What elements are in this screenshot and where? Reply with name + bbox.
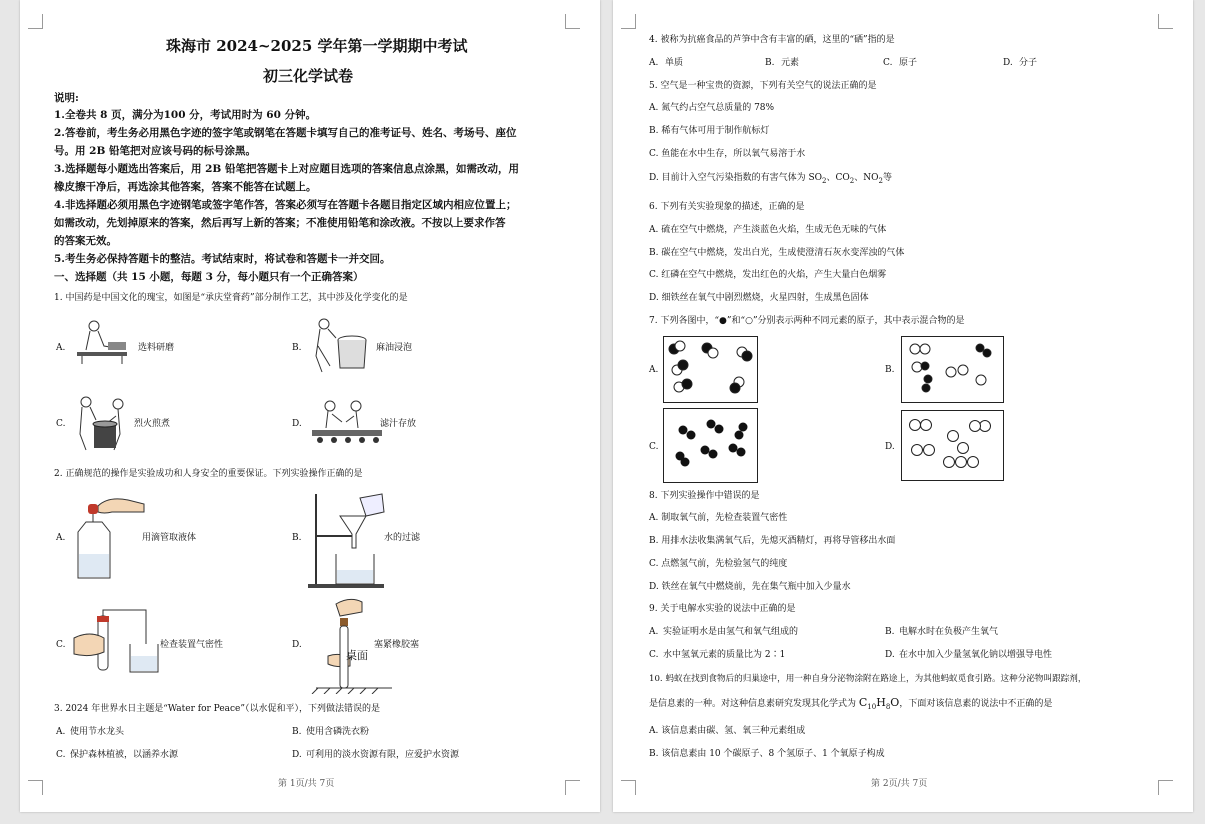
soaking-illustration (306, 316, 372, 376)
crop-mark (28, 780, 43, 795)
instruction-line: 3.选择题每小题选出答案后，用 2B 铅笔把答题卡上对应题目选项的答案信息点涂黑，如需改动，用 (54, 163, 519, 175)
instruction-line: 的答案无效。 (54, 235, 117, 247)
q5-option-d-prefix: D. 目前计入空气污染指数的有害气体为 (649, 173, 809, 183)
question-6-stem: 6. 下列有关实验现象的描述，正确的是 (649, 202, 805, 212)
filtration-illustration (304, 488, 390, 590)
q9-option-b-letter: B. (885, 627, 895, 637)
question-1-stem: 1. 中国药是中国文化的瑰宝，如图是“承庆堂膏药”部分制作工艺，其中涉及化学变化的是 (54, 293, 408, 303)
airtightness-illustration (70, 608, 162, 680)
q3-option-b-text: 使用含磷洗衣粉 (306, 727, 370, 737)
q7-option-c-letter: C. (649, 442, 659, 452)
q8-option-d: D. 铁丝在氧气中燃烧前，先在集气瓶中加入少量水 (649, 582, 851, 592)
particle-diagram-c (663, 408, 759, 484)
q3-option-a-text: 使用节水龙头 (70, 727, 125, 737)
particle-diagram-d (901, 410, 1005, 482)
crop-mark (1158, 14, 1173, 29)
instruction-line: 4.非选择题必须用黑色字迹钢笔或签字笔作答，答案必须写在答题卡各题目指定区域内相应位置上； (54, 199, 517, 211)
exam-title: 珠海市 2024~2025 学年第一学期期中考试 (166, 37, 468, 55)
q10-option-b: B. 该信息素由 10 个碳原子、8 个氢原子、1 个氧原子构成 (649, 749, 885, 759)
q3-option-c-letter: C. (56, 750, 66, 760)
instruction-line: 如需改动，先划掉原来的答案，然后再写上新的答案；不准使用铅笔和涂改液。不按以上要求作答 (54, 217, 506, 229)
q3-option-c-text: 保护森林植被，以涵养水源 (70, 750, 179, 760)
formula-symbol: C (858, 696, 868, 709)
instruction-line: 号。用 2B 铅笔把对应该号码的标号涂黑。 (54, 145, 256, 157)
instruction-line: 橡皮擦干净后，再选涂其他答案，答案不能答在试题上。 (54, 181, 317, 193)
formula-symbol: SO (808, 173, 823, 183)
q2-option-a-text: 用滴管取液体 (142, 533, 197, 543)
instruction-line: 2.答卷前，考生务必用黑色字迹的签字笔或钢笔在答题卡填写自己的准考证号、姓名、考场号、座位 (54, 127, 517, 139)
q1-option-b-letter: B. (292, 343, 302, 353)
formula-subscript: 8 (885, 703, 891, 712)
formula-symbol: O (890, 696, 900, 709)
instruction-line: 5.考生务必保持答题卡的整洁。考试结束时，将试卷和答题卡一并交回。 (54, 253, 391, 265)
q3-option-a-letter: A. (56, 727, 66, 737)
q4-option-d-letter: D. (1003, 58, 1013, 68)
crop-mark (28, 14, 43, 29)
formula-symbol: NO (863, 173, 879, 183)
question-3-stem: 3. 2024 年世界水日主题是“Water for Peace”（以水促和平），下列做法错误的是 (54, 704, 380, 714)
q9-option-c-letter: C. (649, 650, 659, 660)
q7-option-d-letter: D. (885, 442, 895, 452)
desk-label: 桌面 (346, 649, 368, 662)
q5-option-a: A. 氮气约占空气总质量的 78% (649, 103, 775, 113)
question-9-stem: 9. 关于电解水实验的说法中正确的是 (649, 604, 796, 614)
formula-subscript: 2 (849, 176, 855, 185)
q10-stem-prefix: 是信息素的一种。对这种信息素研究发现其化学式为 (649, 699, 859, 709)
q4-option-c-text: 原子 (899, 58, 918, 68)
q8-option-c: C. 点燃氢气前，先检验氢气的纯度 (649, 559, 788, 569)
q10-stem-suffix: ，下面对该信息素的说法中不正确的是 (899, 699, 1053, 709)
q4-option-a-text: 单质 (665, 58, 684, 68)
formula-so2 (808, 173, 826, 183)
q2-option-a-letter: A. (56, 533, 66, 543)
q8-option-a: A. 制取氧气前，先检查装置气密性 (649, 513, 788, 523)
boiling-illustration (72, 394, 138, 456)
question-2-stem: 2. 正确规范的操作是实验成功和人身安全的重要保证。下列实验操作正确的是 (54, 469, 363, 479)
q2-option-b-letter: B. (292, 533, 302, 543)
document-page-1 (20, 0, 600, 812)
section-heading: 一、选择题（共 15 小题，每题 3 分，每小题只有一个正确答案） (54, 271, 364, 283)
q4-option-b-text: 元素 (781, 58, 800, 68)
q3-option-d-letter: D. (292, 750, 302, 760)
formula-c10h8o (858, 696, 900, 712)
q4-option-a-letter: A. (649, 58, 659, 68)
q10-option-a: A. 该信息素由碳、氢、氧三种元素组成 (649, 726, 806, 736)
separator: 、 (854, 173, 864, 183)
q4-option-c-letter: C. (883, 58, 893, 68)
q2-option-c-text: 检查装置气密性 (160, 640, 224, 650)
question-10-stem-line2 (649, 697, 1052, 713)
filtering-illustration (308, 398, 386, 444)
instruction-line: 1.全卷共 8 页，满分为100 分，考试用时为 60 分钟。 (54, 109, 317, 121)
grinding-illustration (72, 318, 134, 366)
q7-option-a-letter: A. (649, 365, 659, 375)
separator: 、 (826, 173, 836, 183)
page-footer: 第 2页/共 7页 (871, 779, 928, 789)
q4-option-d-text: 分子 (1019, 58, 1038, 68)
page-footer: 第 1页/共 7页 (278, 779, 335, 789)
formula-symbol: H (876, 696, 886, 709)
formula-subscript: 2 (822, 176, 827, 185)
q8-option-b: B. 用排水法收集满氧气后，先熄灭酒精灯，再将导管移出水面 (649, 536, 896, 546)
q1-option-d-text: 滤汁存放 (380, 419, 417, 429)
crop-mark (621, 14, 636, 29)
q5-option-b: B. 稀有气体可用于制作航标灯 (649, 126, 770, 136)
q6-option-d: D. 细铁丝在氧气中剧烈燃烧，火星四射，生成黑色固体 (649, 293, 869, 303)
q1-option-a-letter: A. (56, 343, 66, 353)
q1-option-c-letter: C. (56, 419, 66, 429)
q9-option-a-letter: A. (649, 627, 659, 637)
particle-diagram-b (901, 336, 1005, 404)
dropper-illustration (68, 492, 148, 584)
question-7-stem: 7. 下列各图中，“●”和“○”分别表示两种不同元素的原子，其中表示混合物的是 (649, 316, 965, 326)
formula-symbol: CO (835, 173, 850, 183)
q3-option-d-text: 可利用的淡水资源有限，应爱护水资源 (306, 750, 460, 760)
q2-option-b-text: 水的过滤 (384, 533, 421, 543)
question-4-stem: 4. 被称为抗癌食品的芦笋中含有丰富的硒，这里的“硒”指的是 (649, 35, 895, 45)
crop-mark (565, 780, 580, 795)
formula-co2 (836, 173, 855, 183)
q9-option-d-text: 在水中加入少量氢氧化钠以增强导电性 (899, 650, 1053, 660)
crop-mark (565, 14, 580, 29)
document-page-2 (613, 0, 1193, 812)
q1-option-c-text: 烈火煎煮 (134, 419, 171, 429)
question-8-stem: 8. 下列实验操作中错误的是 (649, 491, 760, 501)
q7-option-b-letter: B. (885, 365, 895, 375)
question-10-stem-line1: 10. 蚂蚁在找到食物后的归巢途中，用一种自身分泌物涂附在路途上，为其他蚂蚁觅食引路。这种分泌物叫跟踪剂， (649, 674, 1087, 684)
q1-option-b-text: 麻油浸泡 (376, 343, 413, 353)
q9-option-d-letter: D. (885, 650, 895, 660)
q5-option-c: C. 鱼能在水中生存，所以氧气易溶于水 (649, 149, 806, 159)
particle-diagram-a (663, 336, 759, 404)
q2-option-d-text: 塞紧橡胶塞 (374, 640, 420, 650)
q6-option-c: C. 红磷在空气中燃烧，发出红色的火焰，产生大量白色烟雾 (649, 270, 887, 280)
crop-mark (1158, 780, 1173, 795)
q1-option-a-text: 选料研磨 (138, 343, 175, 353)
instructions-heading: 说明: (54, 92, 79, 104)
q9-option-c-text: 水中氢氧元素的质量比为 2∶1 (663, 650, 786, 660)
formula-subscript: 10 (867, 703, 877, 712)
q9-option-b-text: 电解水时在负极产生氧气 (899, 627, 999, 637)
q2-option-d-letter: D. (292, 640, 302, 650)
q4-option-b-letter: B. (765, 58, 775, 68)
crop-mark (621, 780, 636, 795)
q9-option-a-text: 实验证明水是由氢气和氧气组成的 (663, 627, 799, 637)
q6-option-a: A. 硫在空气中燃烧，产生淡蓝色火焰，生成无色无味的气体 (649, 225, 887, 235)
q5-option-d-suffix: 等 (883, 173, 893, 183)
q6-option-b: B. 碳在空气中燃烧，发出白光，生成使澄清石灰水变浑浊的气体 (649, 248, 905, 258)
formula-no2 (863, 173, 883, 183)
q1-option-d-letter: D. (292, 419, 302, 429)
q5-option-d (649, 172, 892, 187)
formula-subscript: 2 (878, 176, 883, 185)
exam-subtitle: 初三化学试卷 (263, 67, 354, 85)
q2-option-c-letter: C. (56, 640, 66, 650)
q3-option-b-letter: B. (292, 727, 302, 737)
question-5-stem: 5. 空气是一种宝贵的资源，下列有关空气的说法正确的是 (649, 81, 877, 91)
